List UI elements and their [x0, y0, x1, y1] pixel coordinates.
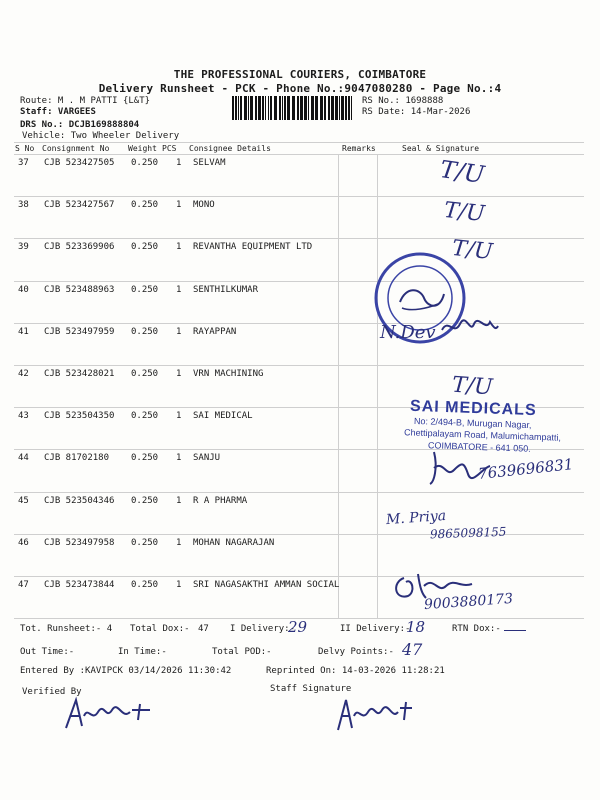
rtn-dox-dash — [504, 630, 526, 631]
barcode-bar — [315, 96, 318, 120]
vehicle: Vehicle: Two Wheeler Delivery — [22, 131, 180, 141]
handwritten-mpriya: M. Priya — [385, 507, 447, 529]
row-consignee: MOHAN NAGARAJAN — [193, 537, 275, 548]
row-consignee: VRN MACHINING — [193, 369, 264, 379]
rs-number: RS No.: 1698888 — [362, 96, 444, 106]
col-consignment: Consignment No — [42, 144, 110, 153]
barcode-bar — [268, 96, 269, 120]
delvy-points-label: Delvy Points:- — [318, 647, 394, 657]
row-pcs: 1 — [176, 284, 182, 295]
col-weight: Weight — [128, 144, 157, 153]
row-weight: 0.250 — [131, 411, 159, 422]
barcode-bar — [320, 96, 323, 120]
row-sno: 47 — [18, 580, 29, 590]
signature-divider — [377, 154, 378, 618]
delvy-points-value: 47 — [402, 640, 423, 659]
row-consignee: SENTHILKUMAR — [193, 284, 259, 295]
barcode-bar — [300, 96, 303, 120]
row-consignment-no: CJB 523428021 — [44, 369, 115, 379]
barcode-bar — [250, 96, 253, 120]
col-consignee: Consignee Details — [189, 144, 271, 153]
row-sno: 45 — [18, 495, 29, 506]
barcode-bar — [282, 96, 283, 120]
ii-delivery-value: 18 — [406, 618, 426, 636]
row-consignee: SRI NAGASAKTHI AMMAN SOCIAL — [193, 580, 340, 590]
drs-number: DRS No.: DCJB169888804 — [20, 120, 140, 130]
barcode-bar — [265, 96, 266, 120]
rs-date: RS Date: 14-Mar-2026 — [362, 107, 471, 117]
verifier-signature — [60, 696, 160, 732]
out-time: Out Time:- — [20, 647, 75, 657]
staff: Staff: VARGEES — [20, 107, 96, 117]
handwritten-ndev: N.Dev — [380, 322, 436, 343]
barcode-bar — [270, 96, 272, 120]
row-pcs: 1 — [176, 537, 182, 548]
i-delivery-value: 29 — [288, 618, 308, 636]
row-consignee: RAYAPPAN — [193, 326, 237, 337]
row-consignee: REVANTHA EQUIPMENT LTD — [193, 242, 313, 253]
barcode-bar — [351, 96, 352, 120]
staff-signature — [334, 694, 414, 734]
remarks-divider — [338, 154, 339, 618]
row-consignee: SELVAM — [193, 158, 226, 168]
row-pcs: 1 — [176, 411, 182, 422]
handwritten-tu-37: T/U — [438, 155, 487, 189]
barcode-bar — [335, 96, 338, 120]
total-dox-value: 47 — [198, 624, 209, 634]
row-consignment-no: CJB 523488963 — [44, 284, 115, 295]
row-consignment-no: CJB 523504346 — [44, 495, 115, 506]
row-pcs: 1 — [176, 453, 182, 464]
row-sno: 44 — [18, 453, 29, 464]
row-pcs: 1 — [176, 326, 182, 337]
barcode-bar — [262, 96, 264, 120]
barcode-bar — [248, 96, 249, 120]
barcode-bar — [284, 96, 286, 120]
barcode-bar — [339, 96, 340, 120]
barcode-bar — [274, 96, 277, 120]
row-sno: 38 — [18, 200, 29, 211]
barcode-bar — [331, 96, 334, 120]
row-consignee: SAI MEDICAL — [193, 411, 253, 422]
row-consignment-no: CJB 523427567 — [44, 200, 115, 211]
row-pcs: 1 — [176, 242, 182, 253]
rtn-dox-label: RTN Dox:- — [452, 624, 501, 634]
row-consignment-no: CJB 81702180 — [44, 453, 110, 464]
entered-by: Entered By :KAVIPCK 03/14/2026 11:30:42 — [20, 666, 232, 676]
handwritten-tu-42: T/U — [451, 372, 494, 401]
row-sno: 39 — [18, 242, 29, 253]
row-separator — [14, 281, 584, 282]
barcode-bar — [348, 96, 350, 120]
row-weight: 0.250 — [131, 200, 159, 211]
row-sno: 37 — [18, 158, 29, 168]
col-remarks: Remarks — [342, 144, 376, 153]
row-sno: 40 — [18, 284, 29, 295]
row-weight: 0.250 — [131, 453, 159, 464]
row-weight: 0.250 — [131, 537, 159, 548]
row-weight: 0.250 — [131, 326, 159, 337]
barcode-bar — [345, 96, 347, 120]
barcode-bar — [328, 96, 330, 120]
route: Route: M . M PATTI {L&T} — [20, 96, 151, 106]
barcode-bar — [240, 96, 242, 120]
barcode-bar — [304, 96, 307, 120]
barcode-bar — [297, 96, 299, 120]
sai-medicals-stamp-title: SAI MEDICALS — [409, 397, 537, 420]
row-separator — [14, 492, 584, 493]
row-consignment-no: CJB 523504350 — [44, 411, 115, 422]
row-pcs: 1 — [176, 495, 182, 506]
ii-delivery-label: II Delivery:- — [340, 624, 411, 634]
verified-by-label: Verified By — [22, 687, 82, 697]
barcode-bar — [292, 96, 295, 120]
barcode-bar — [235, 96, 237, 120]
barcode-bar — [258, 96, 261, 120]
barcode-bar — [255, 96, 257, 120]
row-separator — [14, 576, 584, 577]
sai-medicals-stamp-line1: No: 2/494-B, Murugan Nagar, — [413, 415, 532, 431]
staff-signature-label: Staff Signature — [270, 684, 352, 694]
barcode-bar — [324, 96, 326, 120]
row-separator — [14, 365, 584, 366]
row-weight: 0.250 — [131, 580, 159, 590]
handwritten-phone-44: 7639696831 — [477, 455, 575, 483]
row-weight: 0.250 — [131, 369, 159, 379]
table-top-rule — [14, 142, 584, 143]
company-name: THE PROFESSIONAL COURIERS, COIMBATORE — [173, 68, 427, 81]
total-dox-label: Total Dox:- — [130, 624, 190, 634]
tot-runsheet: Tot. Runsheet:- 4 — [20, 624, 113, 634]
row-consignment-no: CJB 523473844 — [44, 580, 115, 590]
barcode-bar — [244, 96, 247, 120]
col-seal-signature: Seal & Signature — [402, 144, 480, 153]
reprinted-on: Reprinted On: 14-03-2026 11:28:21 — [266, 666, 445, 676]
row-pcs: 1 — [176, 580, 182, 590]
row-consignment-no: CJB 523497959 — [44, 326, 115, 337]
barcode-bar — [232, 96, 234, 120]
total-pod: Total POD:- — [212, 647, 272, 657]
row-consignment-no: CJB 523369906 — [44, 242, 115, 253]
row-pcs: 1 — [176, 158, 182, 168]
handwritten-tu-38: T/U — [442, 197, 486, 228]
row-sno: 41 — [18, 326, 29, 337]
sheet-title: Delivery Runsheet - PCK - Phone No.:9047080280 - Page No.:4 — [98, 82, 502, 95]
row-consignment-no: CJB 523497958 — [44, 537, 115, 548]
table-header-rule — [14, 154, 584, 155]
tamil-signature-41 — [440, 314, 500, 340]
row-weight: 0.250 — [131, 242, 159, 253]
row-weight: 0.250 — [131, 284, 159, 295]
barcode — [232, 96, 356, 122]
row-weight: 0.250 — [131, 495, 159, 506]
row-consignee: MONO — [193, 200, 215, 211]
row-separator — [14, 196, 584, 197]
handwritten-phone-45: 9865098155 — [429, 524, 507, 542]
barcode-bar — [308, 96, 309, 120]
barcode-bar — [279, 96, 281, 120]
row-sno: 46 — [18, 537, 29, 548]
row-consignment-no: CJB 523427505 — [44, 158, 115, 168]
barcode-bar — [287, 96, 290, 120]
row-sno: 42 — [18, 369, 29, 379]
handwritten-phone-47: 9003880173 — [423, 590, 514, 614]
row-consignee: SANJU — [193, 453, 221, 464]
row-pcs: 1 — [176, 369, 182, 379]
sai-medicals-stamp-line2: Chettipalayam Road, Malumichampatti, — [403, 427, 562, 443]
row-separator — [14, 238, 584, 239]
in-time: In Time:- — [118, 647, 167, 657]
row-sno: 43 — [18, 411, 29, 422]
row-consignee: R A PHARMA — [193, 495, 248, 506]
row-pcs: 1 — [176, 200, 182, 211]
barcode-bar — [311, 96, 314, 120]
sai-medicals-stamp-line3: COIMBATORE - 641 050. — [427, 440, 531, 454]
col-pcs: PCS — [162, 144, 177, 153]
col-sno: S No — [15, 144, 35, 153]
barcode-bar — [341, 96, 344, 120]
barcode-bar — [238, 96, 239, 120]
row-weight: 0.250 — [131, 158, 159, 168]
handwritten-tu-39: T/U — [450, 235, 494, 266]
i-delivery-label: I Delivery:- — [230, 624, 296, 634]
